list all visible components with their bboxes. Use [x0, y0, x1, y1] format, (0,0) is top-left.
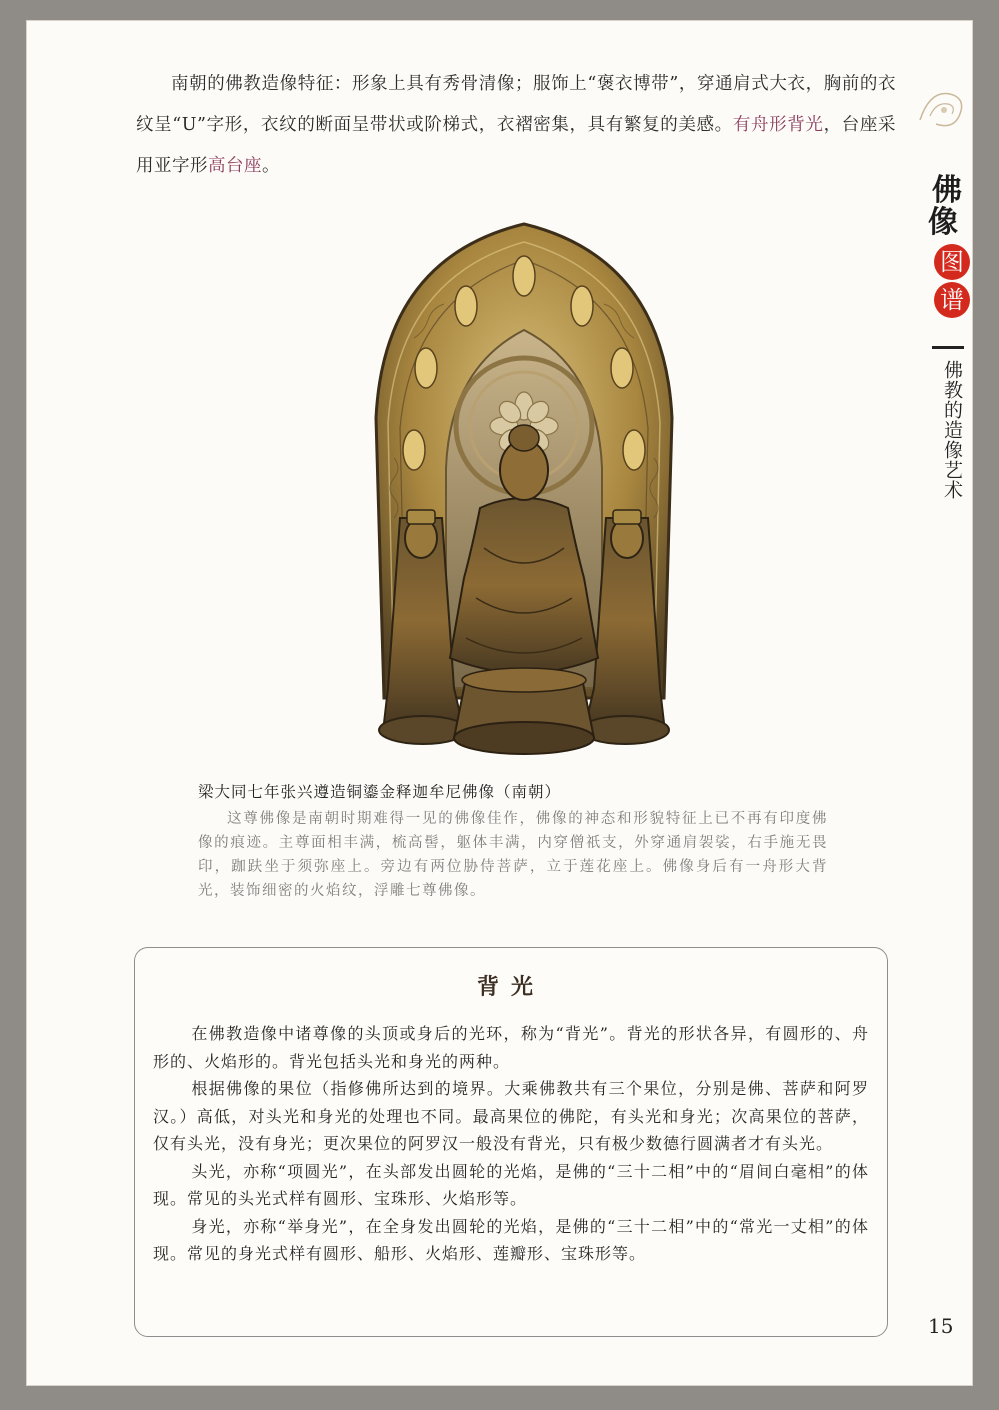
box-paragraph-3: 头光，亦称“项圆光”，在头部发出圆轮的光焰，是佛的“三十二相”中的“眉间白毫相”的体现。常见的头光式样有圆形、宝珠形、火焰形等。 [153, 1161, 869, 1208]
book-page [26, 20, 973, 1386]
decorative-flower-icon [910, 80, 970, 140]
box-paragraph-2: 根据佛像的果位（指修佛所达到的境界。大乘佛教共有三个果位，分别是佛、菩萨和阿罗汉。）高低，对头光和身光的处理也不同。最高果位的佛陀，有头光和身光；次高果位的菩萨，仅有头光，没有身光；更次果位的阿罗汉一般没有背光，只有极少数德行圆满者才有头光。 [153, 1079, 869, 1153]
figure-caption-title: 梁大同七年张兴遵造铜鎏金释迦牟尼佛像（南朝） [198, 783, 562, 801]
sidebar-char-2: 像 [928, 205, 958, 240]
intro-segment-3: ，台座采用亚字形 [136, 115, 897, 176]
box-body [153, 1020, 869, 1268]
intro-paragraph [136, 64, 896, 187]
intro-segment-5: 。 [262, 156, 280, 176]
chapter-sidebar [924, 80, 974, 520]
sidebar-char-3-badge: 图 [934, 244, 970, 280]
box-paragraph-1: 在佛教造像中诸尊像的头顶或身后的光环，称为“背光”。背光的形状各异，有圆形的、舟形的、火焰形的。背光包括头光和身光的两种。 [153, 1024, 869, 1071]
intro-text [136, 64, 896, 187]
sidebar-divider [932, 346, 964, 349]
intro-segment-4: 高台座 [208, 156, 262, 176]
sidebar-char-1: 佛 [932, 173, 962, 208]
box-title: 背光 [476, 974, 545, 1000]
backlight-info-box [134, 947, 888, 1337]
box-paragraph-4: 身光，亦称“举身光”，在全身发出圆轮的光焰，是佛的“三十二相”中的“常光一丈相”的体现。常见的身光式样有圆形、船形、火焰形、莲瓣形、宝珠形等。 [153, 1216, 869, 1263]
page-number: 15 [928, 1314, 954, 1338]
figure-caption-description [198, 807, 828, 903]
buddha-statue-image [354, 218, 694, 778]
figure-description-text: 这尊佛像是南朝时期难得一见的佛像佳作，佛像的神态和形貌特征上已不再有印度佛像的痕迹。主尊面相丰满，梳高髻，躯体丰满，内穿僧祇支，外穿通肩袈裟，右手施无畏印，跏趺坐于须弥座上。旁边有两位胁侍菩萨，立于莲花座上。佛像身后有一舟形大背光，装饰细密的火焰纹，浮雕七尊佛像。 [198, 811, 828, 899]
sidebar-char-4-badge: 谱 [934, 282, 970, 318]
intro-segment-1: 南朝的佛教造像特征：形象上具有秀骨清像；服饰上“褒衣博带”，穿通肩式大衣，胸前的衣纹呈“U”字形，衣纹的断面呈带状或阶梯式，衣褶密集，具有繁复的美感。 [136, 74, 896, 135]
sidebar-chapter-title: 佛教的造像艺术 [941, 360, 963, 500]
intro-segment-2: 有舟形背光 [732, 115, 824, 135]
